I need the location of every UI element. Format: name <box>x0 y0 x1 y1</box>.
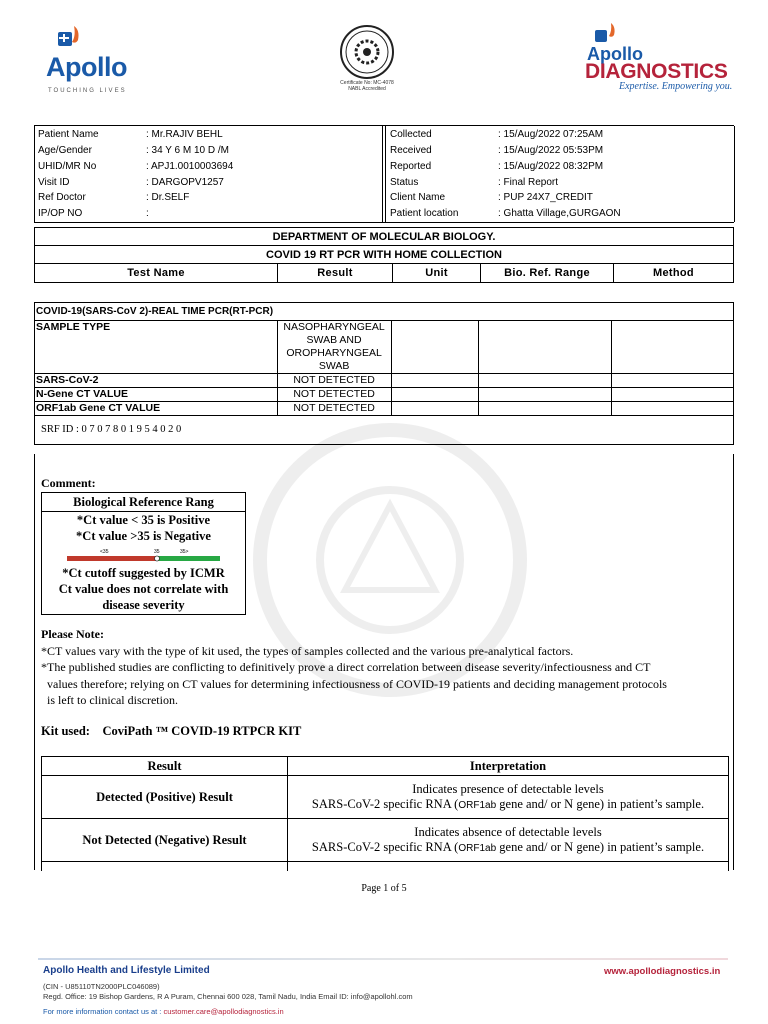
result-label <box>42 862 288 871</box>
sample-field <box>390 175 738 190</box>
test-unit <box>392 388 480 401</box>
interpretation-text <box>288 862 728 871</box>
field-label: Received <box>390 145 432 156</box>
apollo-diagnostics-logo <box>585 20 745 96</box>
gene-name: ORF1ab <box>458 799 497 811</box>
field-label: IP/OP NO <box>38 208 83 219</box>
field-label: Visit ID <box>38 177 70 188</box>
footer-office: Regd. Office: 19 Bishop Gardens, R A Puram, Chennai 600 028, Tamil Nadu, India Email ID: info@apollohl.com <box>43 992 413 1001</box>
test-ref-range <box>479 321 612 373</box>
test-ref-range <box>479 374 612 387</box>
field-value: : 15/Aug/2022 07:25AM <box>498 129 604 140</box>
interpretation-table <box>41 756 729 871</box>
field-value: : 34 Y 6 M 10 D /M <box>146 145 230 156</box>
field-value: : Ghatta Village,GURGAON <box>498 208 621 219</box>
interpretation-line <box>312 797 704 813</box>
interpretation-suffix: gene and/ or N gene) in patient’s sample. <box>496 796 705 811</box>
footer-cin: (CIN - U85110TN2000PLC046089) <box>43 982 160 991</box>
result-label: Detected (Positive) Result <box>42 776 288 818</box>
test-result: NOT DETECTED <box>278 374 392 387</box>
field-value: : <box>146 208 149 219</box>
apollo-diagnostics-tagline: Expertise. Empowering you. <box>619 81 733 92</box>
field-value: : DARGOPV1257 <box>146 177 224 188</box>
test-ref-range <box>479 402 612 415</box>
test-name: SAMPLE TYPE <box>35 321 278 373</box>
interpretation-text <box>288 776 728 818</box>
test-name: ORF1ab Gene CT VALUE <box>35 402 278 415</box>
field-label: Status <box>390 177 419 188</box>
sample-field <box>390 159 738 174</box>
sample-field <box>390 206 738 221</box>
footer-company: Apollo Health and Lifestyle Limited <box>43 965 210 976</box>
results-title: COVID-19(SARS-CoV 2)-REAL TIME PCR(RT-PCR) <box>35 303 734 321</box>
column-header-method: Method <box>653 267 694 279</box>
results-table <box>34 302 734 445</box>
footer-contact <box>43 1007 284 1016</box>
interpretation-suffix: gene and/ or N gene) in patient’s sample. <box>496 839 705 854</box>
footer-contact-label: For more information contact us at : <box>43 1007 164 1016</box>
comment-heading: Comment: <box>41 476 96 490</box>
field-value: : 15/Aug/2022 05:53PM <box>498 145 604 156</box>
department-header-table <box>34 227 734 283</box>
interpretation-line <box>312 840 704 856</box>
test-method <box>612 402 734 415</box>
patient-info-box <box>34 125 734 223</box>
table-row <box>35 374 734 388</box>
sample-field <box>390 127 738 142</box>
test-panel-title: COVID 19 RT PCR WITH HOME COLLECTION <box>35 246 733 264</box>
note-paragraph-2-end: is left to clinical discretion. <box>47 693 178 707</box>
column-header-ref-range: Bio. Ref. Range <box>481 264 614 282</box>
test-unit <box>392 402 480 415</box>
table-row <box>42 776 728 819</box>
sample-field <box>390 143 738 158</box>
test-unit <box>392 321 480 373</box>
table-row <box>35 402 734 416</box>
test-method <box>612 388 734 401</box>
apollo-emblem-icon <box>54 22 88 56</box>
reference-range-box <box>41 492 246 615</box>
field-value: : Final Report <box>498 177 559 188</box>
column-header-row <box>35 264 733 282</box>
test-result: NOT DETECTED <box>278 402 392 415</box>
patient-info-left <box>34 126 383 222</box>
severity-note-2: disease severity <box>102 598 185 612</box>
column-header-interpretation: Interpretation <box>469 758 547 773</box>
kit-used: Kit used: CoviPath ™ COVID-19 RTPCR KIT <box>41 724 302 738</box>
column-header-result: Result <box>42 757 288 775</box>
sample-field <box>390 190 738 205</box>
severity-note-1: Ct value does not correlate with <box>58 582 229 596</box>
page-number: Page 1 of 5 <box>361 883 407 894</box>
field-label: Age/Gender <box>38 145 92 156</box>
icmr-rule: *Ct cutoff suggested by ICMR <box>62 566 225 580</box>
interpretation-line: Indicates absence of detectable levels <box>414 824 602 839</box>
srf-row <box>35 416 734 444</box>
scale-label-low: <35 <box>100 549 109 555</box>
gene-name: ORF1ab <box>458 842 497 854</box>
field-label: Collected <box>390 129 432 140</box>
patient-field <box>38 159 386 174</box>
test-ref-range <box>479 388 612 401</box>
test-method <box>612 321 734 373</box>
scale-label-mid: 35 <box>154 549 160 555</box>
field-value: : PUP 24X7_CREDIT <box>498 192 593 203</box>
ct-scale-bar <box>42 545 245 565</box>
test-name: N-Gene CT VALUE <box>35 388 278 401</box>
footer-contact-email[interactable]: customer.care@apollodiagnostics.in <box>163 1007 284 1016</box>
reference-range-title: Biological Reference Rang <box>42 493 245 512</box>
interpretation-header-row <box>42 757 728 776</box>
test-result: NASOPHARYNGEAL SWAB AND OROPHARYNGEAL SWAB <box>278 321 392 373</box>
nabl-seal-icon <box>339 24 395 80</box>
field-label: UHID/MR No <box>38 161 97 172</box>
field-label: Client Name <box>390 192 446 203</box>
column-header-result: Result <box>278 264 393 282</box>
positive-rule: *Ct value < 35 is Positive <box>76 513 211 527</box>
interpretation-text <box>288 819 728 861</box>
certificate-number: Certificate No: MC-4078 <box>340 80 394 86</box>
apollo-tagline: TOUCHING LIVES <box>48 88 127 94</box>
table-row-partial <box>42 862 728 871</box>
negative-rule: *Ct value >35 is Negative <box>76 529 211 543</box>
column-header-unit: Unit <box>393 264 481 282</box>
footer-website-link[interactable]: www.apollodiagnostics.in <box>604 966 721 977</box>
test-result: NOT DETECTED <box>278 388 392 401</box>
note-heading: Please Note: <box>41 627 104 641</box>
scale-label-high: 35> <box>180 549 189 555</box>
ct-scale-graphic <box>42 545 247 565</box>
footer-divider <box>38 958 728 960</box>
note-paragraph-1: *CT values vary with the type of kit used, the types of samples collected and the various pre-analytical factors. <box>41 644 574 658</box>
field-value: : Mr.RAJIV BEHL <box>146 129 223 140</box>
field-value: : APJ1.0010003694 <box>146 161 234 172</box>
table-row <box>35 321 734 374</box>
field-label: Patient Name <box>38 129 99 140</box>
result-label: Not Detected (Negative) Result <box>42 819 288 861</box>
interpretation-line: Indicates presence of detectable levels <box>412 781 604 796</box>
note-paragraph-2: *The published studies are conflicting to definitively prove a direct correlation between disease severity/infectiousness and CT <box>41 660 651 674</box>
department-title: DEPARTMENT OF MOLECULAR BIOLOGY. <box>35 228 733 246</box>
patient-field <box>38 175 386 190</box>
test-unit <box>392 374 480 387</box>
column-header-test-name: Test Name <box>35 264 278 282</box>
nabl-certificate-logo <box>330 24 404 96</box>
table-row <box>42 819 728 862</box>
field-label: Patient location <box>390 208 459 219</box>
apollo-diagnostics-wordmark: DIAGNOSTICS <box>585 60 728 83</box>
patient-field <box>38 190 386 205</box>
srf-id: SRF ID : 0 7 0 7 8 0 1 9 5 4 0 2 0 <box>35 416 734 444</box>
field-value: : Dr.SELF <box>146 192 190 203</box>
table-row <box>35 388 734 402</box>
note-paragraph-2-cont: values therefore; relying on CT values for determining infectiousness of COVID-19 patients and deciding management protocols <box>47 677 667 691</box>
test-name: SARS-CoV-2 <box>35 374 278 387</box>
field-value: : 15/Aug/2022 08:32PM <box>498 161 604 172</box>
interpretation-prefix: SARS-CoV-2 specific RNA ( <box>311 796 459 811</box>
apollo-wordmark: Apollo <box>46 52 127 82</box>
patient-info-right <box>385 126 735 222</box>
apollo-logo <box>44 22 144 100</box>
apollo-diagnostics-wordmark-top: Apollo <box>587 44 643 64</box>
test-method <box>612 374 734 387</box>
nabl-accredited: NABL Accredited <box>348 86 386 92</box>
field-label: Ref Doctor <box>38 192 86 203</box>
patient-field <box>38 206 386 221</box>
field-label: Reported <box>390 161 432 172</box>
patient-field <box>38 127 386 142</box>
patient-field <box>38 143 386 158</box>
interpretation-prefix: SARS-CoV-2 specific RNA ( <box>311 839 459 854</box>
